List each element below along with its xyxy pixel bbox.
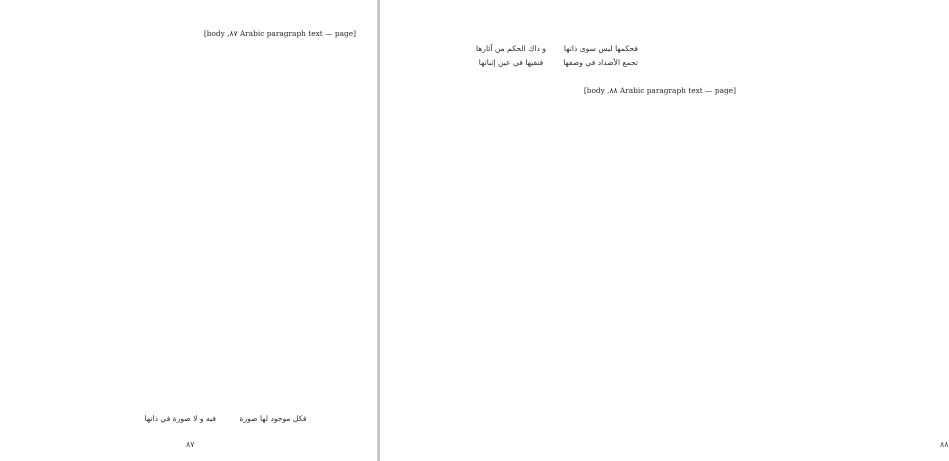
verse-hemistich-2: و ذاك الحكم من آثارها xyxy=(475,44,546,53)
left-page-verse xyxy=(146,412,308,425)
verse-hemistich-1: فحكمها ليس سوى ذاتها xyxy=(563,44,638,53)
right-page-verse-1 xyxy=(476,42,638,55)
right-page-number: ٨٨ xyxy=(940,440,949,449)
verse-hemistich-2: فنفيها في عين إثباتها xyxy=(478,58,544,67)
verse-hemistich-1: فكل موجود لها صورة xyxy=(239,414,307,423)
right-page-verse-2 xyxy=(476,56,638,69)
left-page-paragraph: [Arabic paragraph text — page ٨٧, body] xyxy=(203,29,356,38)
left-page-number: ٨٧ xyxy=(186,440,195,449)
left-page-body xyxy=(22,27,356,40)
right-page-body xyxy=(404,84,736,97)
left-page xyxy=(0,0,378,461)
right-page-paragraph: [Arabic paragraph text — page ٨٨, body] xyxy=(583,86,736,95)
verse-hemistich-2: فيه و لا صورة في ذاتها xyxy=(144,414,216,423)
right-page xyxy=(380,0,949,461)
verse-hemistich-1: تجمع الأضداد في وصفها xyxy=(563,58,638,67)
